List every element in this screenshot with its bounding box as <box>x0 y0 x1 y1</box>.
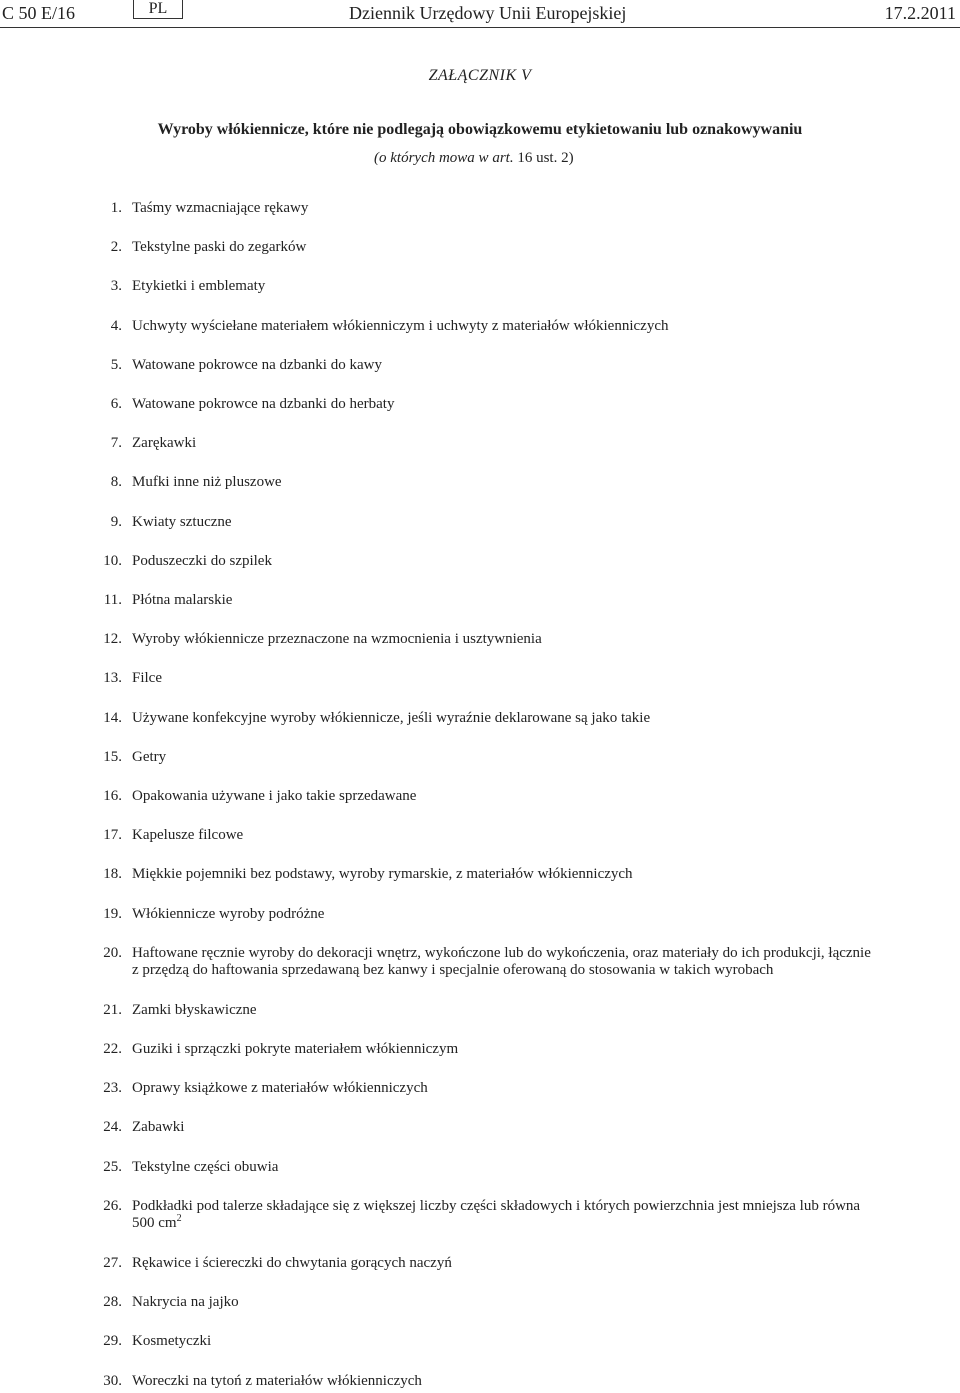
superscript: 2 <box>176 1213 182 1224</box>
item-number: 28. <box>103 1294 122 1310</box>
item-text-content: Tekstylne paski do zegarków <box>132 239 307 255</box>
item-number: 25. <box>103 1159 122 1175</box>
item-text <box>132 592 872 609</box>
item-text-content: Rękawice i ściereczki do chwytania gorących naczyń <box>132 1255 452 1271</box>
item-text-content: Etykietki i emblematy <box>132 278 266 294</box>
item-text <box>132 945 872 979</box>
item-number: 24. <box>103 1119 122 1135</box>
item-text-content: Kosmetyczki <box>132 1333 212 1349</box>
item-text <box>132 1294 872 1311</box>
page-title: Wyroby włókiennicze, które nie podlegają obowiązkowemu etykietowaniu lub oznakowywaniu <box>157 121 803 138</box>
item-text <box>132 749 872 766</box>
item-text <box>132 1373 872 1390</box>
article-reference <box>374 150 574 167</box>
item-text-content: Wyroby włókiennicze przeznaczone na wzmocnienia i usztywnienia <box>132 631 542 647</box>
issue-date: 17.2.2011 <box>884 3 956 23</box>
item-text <box>132 514 872 531</box>
item-number: 21. <box>103 1002 122 1018</box>
item-text-content: Podkładki pod talerze składające się z większej liczby części składowych i których powierzchnia jest mniejsza lub równa 500 cm <box>132 1198 861 1231</box>
item-text-content: Nakrycia na jajko <box>132 1294 239 1310</box>
item-text-content: Poduszeczki do szpilek <box>132 553 272 569</box>
item-text-content: Kapelusze filcowe <box>132 827 244 843</box>
item-text-content: Guziki i sprzączki pokryte materiałem włókienniczym <box>132 1041 459 1057</box>
item-number: 19. <box>103 906 122 922</box>
item-text <box>132 1119 872 1136</box>
item-text <box>132 1080 872 1097</box>
item-number: 7. <box>110 435 122 451</box>
reference-prefix: (o których mowa w art. <box>374 150 518 166</box>
item-number: 8. <box>110 474 122 490</box>
item-text <box>132 827 872 844</box>
item-text-content: Filce <box>132 670 162 686</box>
item-text <box>132 866 872 883</box>
item-number: 30. <box>103 1373 122 1389</box>
journal-title: Dziennik Urzędowy Unii Europejskiej <box>349 3 627 23</box>
page-header <box>0 0 960 28</box>
item-text <box>132 318 872 335</box>
item-text-content: Płótna malarskie <box>132 592 233 608</box>
item-text <box>132 670 872 687</box>
item-text <box>132 474 872 491</box>
item-number: 4. <box>110 318 122 334</box>
item-text <box>132 1333 872 1350</box>
item-number: 15. <box>103 749 122 765</box>
item-text <box>132 788 872 805</box>
item-text <box>132 239 872 256</box>
item-text <box>132 1198 872 1232</box>
item-text-content: Włókiennicze wyroby podróżne <box>132 906 325 922</box>
item-text-content: Zarękawki <box>132 435 197 451</box>
item-text-content: Tekstylne części obuwia <box>132 1159 279 1175</box>
item-number: 12. <box>103 631 122 647</box>
journal-series: C 50 E/16 <box>2 3 76 23</box>
item-number: 29. <box>103 1333 122 1349</box>
item-number: 22. <box>103 1041 122 1057</box>
item-text-content: Mufki inne niż pluszowe <box>132 474 282 490</box>
item-number: 6. <box>110 396 122 412</box>
item-text-content: Taśmy wzmacniające rękawy <box>132 200 309 216</box>
item-text <box>132 1041 872 1058</box>
item-number: 23. <box>103 1080 122 1096</box>
item-number: 18. <box>103 866 122 882</box>
item-number: 16. <box>103 788 122 804</box>
item-number: 9. <box>110 514 122 530</box>
item-text <box>132 357 872 374</box>
reference-article: 16 ust. 2) <box>517 150 574 166</box>
item-number: 27. <box>103 1255 122 1271</box>
item-text-content: Zamki błyskawiczne <box>132 1002 257 1018</box>
item-text-content: Miękkie pojemniki bez podstawy, wyroby rymarskie, z materiałów włókienniczych <box>132 866 633 882</box>
item-text <box>132 553 872 570</box>
item-text <box>132 1159 872 1176</box>
annex-title: ZAŁĄCZNIK V <box>428 67 532 84</box>
item-text <box>132 1002 872 1019</box>
item-text <box>132 435 872 452</box>
item-number: 5. <box>110 357 122 373</box>
item-text-content: Opakowania używane i jako takie sprzedawane <box>132 788 417 804</box>
item-text <box>132 396 872 413</box>
item-text-content: Kwiaty sztuczne <box>132 514 232 530</box>
item-number: 10. <box>103 553 122 569</box>
item-number: 26. <box>103 1198 122 1214</box>
item-number: 20. <box>103 945 122 961</box>
item-text-content: Używane konfekcyjne wyroby włókiennicze, jeśli wyraźnie deklarowane są jako takie <box>132 710 651 726</box>
item-number: 2. <box>110 239 122 255</box>
item-text-content: Oprawy książkowe z materiałów włókienniczych <box>132 1080 428 1096</box>
item-number: 11. <box>103 592 122 608</box>
item-text-content: Zabawki <box>132 1119 185 1135</box>
item-text <box>132 1255 872 1272</box>
item-text-content: Uchwyty wyściełane materiałem włókienniczym i uchwyty z materiałów włókienniczych <box>132 318 669 334</box>
language-badge: PL <box>133 0 183 19</box>
item-text <box>132 710 872 727</box>
item-text-content: Woreczki na tytoń z materiałów włókienniczych <box>132 1373 422 1389</box>
item-text <box>132 200 872 217</box>
item-number: 13. <box>103 670 122 686</box>
item-text-content: Watowane pokrowce na dzbanki do kawy <box>132 357 382 373</box>
item-number: 1. <box>110 200 122 216</box>
item-text-content: Haftowane ręcznie wyroby do dekoracji wnętrz, wykończone lub do wykończenia, oraz materiały do ich produkcji, łącznie z przędzą do haftowania sprzedawaną bez kanwy i specjalnie oferowaną do stosowania w takich wyrobach <box>132 945 871 978</box>
item-number: 14. <box>103 710 122 726</box>
item-text-content: Getry <box>132 749 167 765</box>
item-text <box>132 631 872 648</box>
item-text-content: Watowane pokrowce na dzbanki do herbaty <box>132 396 395 412</box>
item-number: 17. <box>103 827 122 843</box>
item-number: 3. <box>110 278 122 294</box>
item-text <box>132 278 872 295</box>
item-text <box>132 906 872 923</box>
